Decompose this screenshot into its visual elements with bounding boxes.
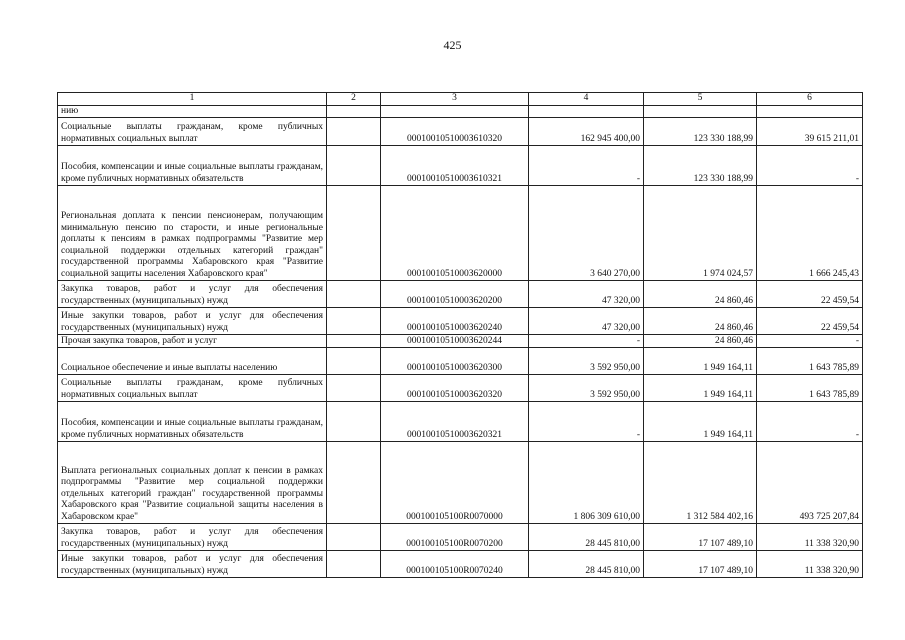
row-value-cell: 22 459,54: [757, 281, 863, 308]
column-header: 1: [58, 93, 327, 106]
row-value-cell: [757, 105, 863, 118]
row-code-cell: 000100105100R0070200: [381, 524, 529, 551]
row-col2-cell: [327, 146, 381, 186]
table-row: [58, 348, 863, 375]
row-value-cell: 17 107 489,10: [644, 551, 757, 578]
row-value-cell: 1 806 309 610,00: [529, 442, 644, 524]
row-value-cell: [644, 105, 757, 118]
column-header: 4: [529, 93, 644, 106]
row-value-cell: 47 320,00: [529, 281, 644, 308]
row-value-cell: 1 949 164,11: [644, 348, 757, 375]
row-value-cell: 24 860,46: [644, 281, 757, 308]
row-col2-cell: [327, 402, 381, 442]
row-col2-cell: [327, 335, 381, 348]
table-row: [58, 335, 863, 348]
column-header: 5: [644, 93, 757, 106]
row-value-cell: 1 974 024,57: [644, 186, 757, 281]
row-col2-cell: [327, 186, 381, 281]
row-value-cell: 28 445 810,00: [529, 524, 644, 551]
row-value-cell: 11 338 320,90: [757, 524, 863, 551]
column-header: 3: [381, 93, 529, 106]
row-name-cell: Региональная доплата к пенсии пенсионерам, получающим минимальную пенсию по старости, и иные региональные доплаты к пенсиям в рамках подпрограммы "Развитие мер социальной поддержки отдельных категорий граждан" государственной программы Хабаровского края "Развитие социальной защиты населения Хабаровского края": [58, 186, 327, 281]
table-row: [58, 375, 863, 402]
row-value-cell: 1 643 785,89: [757, 348, 863, 375]
row-col2-cell: [327, 281, 381, 308]
row-code-cell: 0001001051000З610320: [381, 118, 529, 146]
row-value-cell: 47 320,00: [529, 308, 644, 335]
row-value-cell: 1 643 785,89: [757, 375, 863, 402]
budget-table: [57, 92, 863, 578]
table-row: [58, 118, 863, 146]
column-header: 6: [757, 93, 863, 106]
table-row: [58, 146, 863, 186]
table-row: [58, 105, 863, 118]
row-value-cell: 1 666 245,43: [757, 186, 863, 281]
row-code-cell: 0001001051000З620321: [381, 402, 529, 442]
row-name-cell: Закупка товаров, работ и услуг для обеспечения государственных (муниципальных) нужд: [58, 281, 327, 308]
row-value-cell: 17 107 489,10: [644, 524, 757, 551]
row-value-cell: 11 338 320,90: [757, 551, 863, 578]
row-col2-cell: [327, 105, 381, 118]
table-row: [58, 551, 863, 578]
row-value-cell: 123 330 188,99: [644, 146, 757, 186]
row-code-cell: 0001001051000З620200: [381, 281, 529, 308]
row-value-cell: -: [757, 335, 863, 348]
table-row: [58, 402, 863, 442]
row-value-cell: 24 860,46: [644, 308, 757, 335]
row-code-cell: 0001001051000З620320: [381, 375, 529, 402]
row-code-cell: 000100105100R0070240: [381, 551, 529, 578]
row-col2-cell: [327, 442, 381, 524]
row-value-cell: 1 949 164,11: [644, 375, 757, 402]
row-name-cell: Закупка товаров, работ и услуг для обеспечения государственных (муниципальных) нужд: [58, 524, 327, 551]
row-value-cell: 162 945 400,00: [529, 118, 644, 146]
row-name-cell: Пособия, компенсации и иные социальные выплаты гражданам, кроме публичных нормативных обязательств: [58, 146, 327, 186]
row-value-cell: 1 949 164,11: [644, 402, 757, 442]
row-name-cell: Выплата региональных социальных доплат к пенсии в рамках подпрограммы "Развитие мер социальной поддержки отдельных категорий граждан" государственной программы Хабаровского края "Развитие социальной защиты населения в Хабаровском крае": [58, 442, 327, 524]
row-code-cell: [381, 105, 529, 118]
row-value-cell: -: [757, 402, 863, 442]
page-number: 425: [443, 38, 462, 52]
row-col2-cell: [327, 308, 381, 335]
row-name-cell: Социальные выплаты гражданам, кроме публичных нормативных социальных выплат: [58, 375, 327, 402]
row-name-cell: Иные закупки товаров, работ и услуг для обеспечения государственных (муниципальных) нужд: [58, 308, 327, 335]
row-value-cell: 3 592 950,00: [529, 375, 644, 402]
row-code-cell: 0001001051000З620240: [381, 308, 529, 335]
row-name-cell: Иные закупки товаров, работ и услуг для обеспечения государственных (муниципальных) нужд: [58, 551, 327, 578]
row-value-cell: -: [757, 146, 863, 186]
row-value-cell: 3 640 270,00: [529, 186, 644, 281]
row-name-cell: Прочая закупка товаров, работ и услуг: [58, 335, 327, 348]
row-value-cell: 3 592 950,00: [529, 348, 644, 375]
row-code-cell: 0001001051000З610321: [381, 146, 529, 186]
row-code-cell: 0001001051000З620000: [381, 186, 529, 281]
row-col2-cell: [327, 524, 381, 551]
row-value-cell: 28 445 810,00: [529, 551, 644, 578]
column-header: 2: [327, 93, 381, 106]
row-value-cell: -: [529, 335, 644, 348]
row-name-cell: Пособия, компенсации и иные социальные выплаты гражданам, кроме публичных нормативных обязательств: [58, 402, 327, 442]
row-code-cell: 000100105100R0070000: [381, 442, 529, 524]
row-code-cell: 0001001051000З620244: [381, 335, 529, 348]
row-col2-cell: [327, 375, 381, 402]
row-value-cell: 1 312 584 402,16: [644, 442, 757, 524]
row-value-cell: 39 615 211,01: [757, 118, 863, 146]
row-value-cell: [529, 105, 644, 118]
row-value-cell: 123 330 188,99: [644, 118, 757, 146]
table-row: [58, 442, 863, 524]
row-name-cell: Социальные выплаты гражданам, кроме публичных нормативных социальных выплат: [58, 118, 327, 146]
table-row: [58, 281, 863, 308]
table-row: [58, 308, 863, 335]
row-value-cell: -: [529, 146, 644, 186]
row-name-cell: нию: [58, 105, 327, 118]
row-value-cell: 22 459,54: [757, 308, 863, 335]
row-col2-cell: [327, 348, 381, 375]
header-row: [58, 93, 863, 106]
row-name-cell: Социальное обеспечение и иные выплаты населению: [58, 348, 327, 375]
table-row: [58, 524, 863, 551]
table-row: [58, 186, 863, 281]
row-col2-cell: [327, 118, 381, 146]
row-value-cell: 24 860,46: [644, 335, 757, 348]
row-col2-cell: [327, 551, 381, 578]
row-value-cell: -: [529, 402, 644, 442]
row-code-cell: 0001001051000З620300: [381, 348, 529, 375]
row-value-cell: 493 725 207,84: [757, 442, 863, 524]
